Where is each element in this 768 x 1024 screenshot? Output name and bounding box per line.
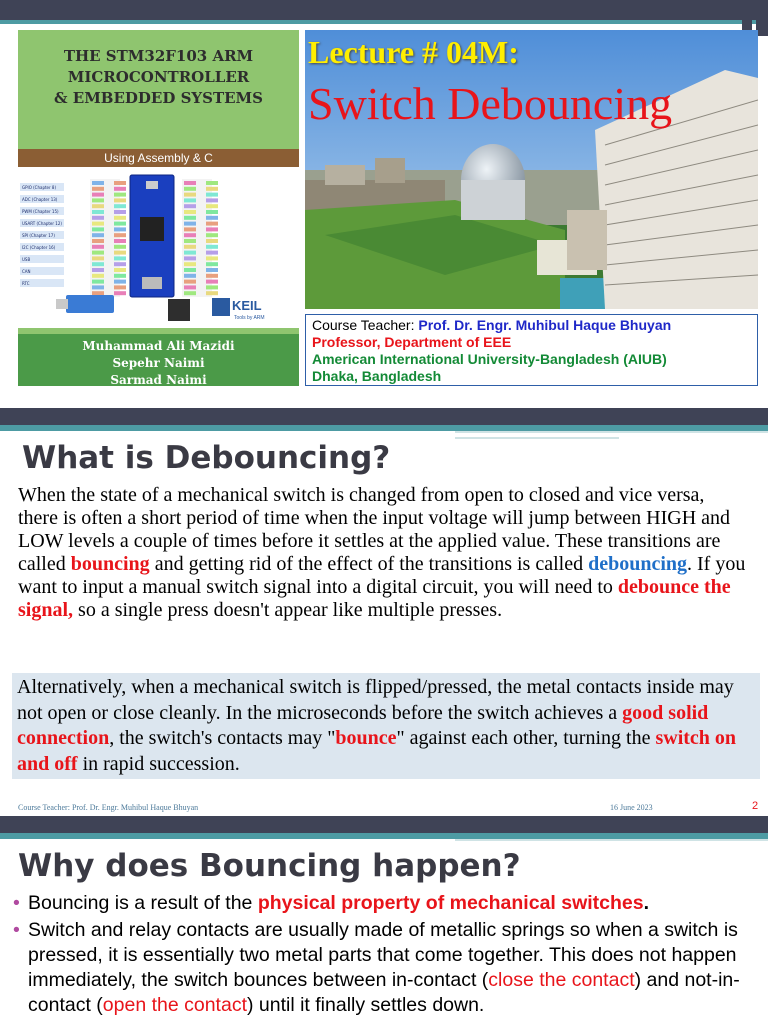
p1-text: . If you want to input a manual switch signal into a digital circuit, you will need to	[18, 553, 746, 598]
pin-label-chip	[184, 204, 196, 208]
pin-label-chip	[184, 268, 196, 272]
slide2-light-stripe	[455, 431, 768, 433]
pin-group-label: ADC (Chapter 13)	[22, 197, 58, 202]
term-bounce: bounce	[335, 727, 397, 749]
term-open-contact: open the contact	[102, 994, 247, 1016]
b2-text: Switch and relay contacts are usually made of metallic springs so when a switch is pressed, it is essentially two metal parts that come together. This does not happen immediately, the switch bounces between in-contact (	[28, 919, 738, 991]
pin-label-chip	[114, 204, 126, 208]
b2-text: ) until it finally settles down.	[247, 994, 485, 1016]
bluepill-board-image	[18, 167, 299, 328]
lecture-title: Switch Debouncing	[308, 78, 673, 129]
pin-label-chip	[206, 274, 218, 278]
bouncing-reasons-list	[12, 891, 757, 1020]
pin-label-chip	[206, 187, 218, 191]
term-close-contact: close the contact	[488, 969, 635, 991]
pin-label-chip	[92, 193, 104, 197]
pin-label-chip	[206, 210, 218, 214]
footer-teacher: Course Teacher: Prof. Dr. Engr. Muhibul Haque Bhuyan	[18, 803, 199, 812]
book-authors: Muhammad Ali Mazidi Sepehr Naimi Sarmad Naimi	[18, 334, 299, 386]
b1-text: Bouncing is a result of the	[28, 892, 258, 914]
pin-label-chip	[184, 181, 196, 185]
pin-label-chip	[92, 210, 104, 214]
pin-label-chip	[184, 198, 196, 202]
pin-group-label: I2C (Chapter 16)	[22, 245, 56, 250]
pin-label-chip	[114, 291, 126, 295]
slide2-top-band	[0, 408, 768, 425]
p2-text: " against each other, turning the	[396, 727, 656, 749]
pin-label-chip	[92, 251, 104, 255]
pin-label-chip	[206, 181, 218, 185]
term-debouncing: debouncing	[588, 553, 688, 575]
campus-photo	[305, 30, 758, 309]
pin-label-chip	[114, 285, 126, 289]
p1-text: When the state of a mechanical switch is changed from open to closed and vice versa, there is often a short period of time when the input voltage will jump between HIGH and LOW levels a couple of times before it settles at the applied value. These transitions are called	[18, 484, 731, 575]
slide1-top-stripe	[0, 20, 768, 24]
board-illustration	[18, 167, 299, 328]
term-bouncing: bouncing	[70, 553, 150, 575]
pin-label-chip	[184, 256, 196, 260]
slide2-heading: What is Debouncing?	[22, 440, 391, 476]
pin-label-chip	[206, 280, 218, 284]
teacher-university: American International University-Bangladesh (AIUB)	[312, 351, 667, 367]
pin-label-chip	[114, 274, 126, 278]
pin-label-chip	[92, 239, 104, 243]
pin-label-chip	[184, 262, 196, 266]
slide3-light-stripe	[455, 839, 768, 841]
pin-label-chip	[206, 204, 218, 208]
pin-label-chip	[184, 187, 196, 191]
term-physical-property: physical property of mechanical switches	[257, 892, 644, 914]
pin-label-chip	[184, 239, 196, 243]
pin-label-chip	[184, 216, 196, 220]
pin-label-chip	[206, 193, 218, 197]
p1-text: and getting rid of the effect of the transitions is called	[149, 553, 589, 575]
pin-label-chip	[92, 291, 104, 295]
page-number: 2	[752, 800, 759, 812]
pin-label-chip	[184, 280, 196, 284]
pin-label-chip	[206, 227, 218, 231]
pin-label-chip	[92, 268, 104, 272]
pin-label-chip	[92, 245, 104, 249]
teacher-location: Dhaka, Bangladesh	[312, 368, 442, 384]
pin-label-chip	[114, 251, 126, 255]
list-item	[12, 891, 757, 916]
list-item	[12, 918, 757, 1018]
pin-label-chip	[184, 285, 196, 289]
pin-label-chip	[92, 198, 104, 202]
p2-text: , the switch's contacts may "	[109, 727, 336, 749]
pin-label-chip	[206, 216, 218, 220]
teacher-label: Course Teacher:	[312, 317, 419, 333]
pin-group-label: GPIO (Chapter 8)	[22, 185, 57, 190]
pin-label-chip	[206, 291, 218, 295]
teacher-name: Prof. Dr. Engr. Muhibul Haque Bhuyan	[418, 317, 672, 333]
pin-label-chip	[114, 256, 126, 260]
course-teacher-box	[305, 314, 758, 386]
pin-group-label: RTC	[22, 281, 30, 286]
pin-label-chip	[206, 251, 218, 255]
debouncing-definition	[18, 484, 748, 622]
pin-label-chip	[92, 280, 104, 284]
pin-label-chip	[92, 187, 104, 191]
p2-text: in rapid succession.	[77, 752, 240, 775]
pin-label-chip	[92, 204, 104, 208]
pin-label-chip	[114, 262, 126, 266]
term-good-connection: good solid connection	[17, 701, 709, 749]
p2-text: Alternatively, when a mechanical switch is flipped/pressed, the metal contacts inside may not open or close cleanly. In the microseconds before the switch achieves a	[17, 676, 734, 724]
pin-label-chip	[206, 285, 218, 289]
pin-label-chip	[114, 193, 126, 197]
pin-label-chip	[206, 239, 218, 243]
slide1-top-band	[0, 0, 768, 20]
pin-group-label: PWM (Chapter 15)	[22, 209, 59, 214]
book-title: THE STM32F103 ARM MICROCONTROLLER & EMBEDDED SYSTEMS	[54, 47, 263, 107]
alternative-explanation	[12, 673, 760, 779]
pin-label-chip	[206, 233, 218, 237]
book-cover	[18, 30, 299, 386]
pin-label-chip	[184, 274, 196, 278]
pin-label-chip	[184, 251, 196, 255]
pin-label-chip	[114, 216, 126, 220]
teacher-line	[312, 317, 751, 334]
bullet-icon: •	[13, 892, 20, 914]
pin-label-chip	[184, 245, 196, 249]
pin-label-chip	[92, 222, 104, 226]
pin-label-chip	[184, 291, 196, 295]
pin-label-chip	[114, 222, 126, 226]
pin-group-label: USB	[22, 257, 31, 262]
pin-label-chip	[206, 262, 218, 266]
slide3-top-band	[0, 816, 768, 833]
slide3-heading: Why does Bouncing happen?	[18, 848, 521, 884]
pin-group-label: SPI (Chapter 17)	[22, 233, 55, 238]
pin-label-chip	[184, 227, 196, 231]
book-subtitle: Using Assembly & C	[18, 149, 299, 167]
slide2-accent-line	[455, 437, 619, 439]
pin-label-chip	[114, 239, 126, 243]
pin-label-chip	[92, 227, 104, 231]
pin-label-chip	[206, 222, 218, 226]
pin-group-label: CAN	[22, 269, 31, 274]
pin-label-chip	[184, 233, 196, 237]
pin-label-chip	[114, 210, 126, 214]
keil-logo-text: KEIL	[232, 298, 262, 313]
pin-label-chip	[184, 222, 196, 226]
p1-text: so a single press doesn't appear like multiple presses.	[73, 599, 503, 621]
teacher-position: Professor, Department of EEE	[312, 334, 512, 350]
pin-label-chip	[92, 256, 104, 260]
pin-label-chip	[92, 262, 104, 266]
pin-label-chip	[92, 216, 104, 220]
keil-tagline: Tools by ARM	[234, 315, 265, 321]
pin-label-chip	[114, 268, 126, 272]
campus-image	[305, 30, 758, 309]
term-debounce-signal: debounce the signal,	[18, 576, 731, 621]
pin-label-chip	[206, 268, 218, 272]
pin-label-chip	[92, 181, 104, 185]
b1-text: .	[643, 892, 650, 914]
pin-group-label: USART (Chapter 12)	[22, 221, 62, 226]
bullet-icon: •	[13, 919, 20, 941]
pin-label-chip	[114, 181, 126, 185]
term-switch-on-off: switch on and off	[17, 727, 737, 775]
pin-label-chip	[206, 256, 218, 260]
pin-label-chip	[114, 233, 126, 237]
pin-label-chip	[114, 280, 126, 284]
pin-label-chip	[92, 274, 104, 278]
pin-label-chip	[92, 285, 104, 289]
pin-label-chip	[206, 198, 218, 202]
pin-label-chip	[206, 245, 218, 249]
pin-label-chip	[114, 245, 126, 249]
footer-date: 16 June 2023	[610, 803, 653, 812]
pin-label-chip	[92, 233, 104, 237]
pin-label-chip	[184, 210, 196, 214]
pin-label-chip	[184, 193, 196, 197]
b2-text: ) and not-in-contact (	[28, 969, 740, 1016]
pin-label-chip	[114, 227, 126, 231]
lecture-number: Lecture # 04M:	[308, 34, 519, 70]
pin-label-chip	[114, 187, 126, 191]
pin-label-chip	[114, 198, 126, 202]
